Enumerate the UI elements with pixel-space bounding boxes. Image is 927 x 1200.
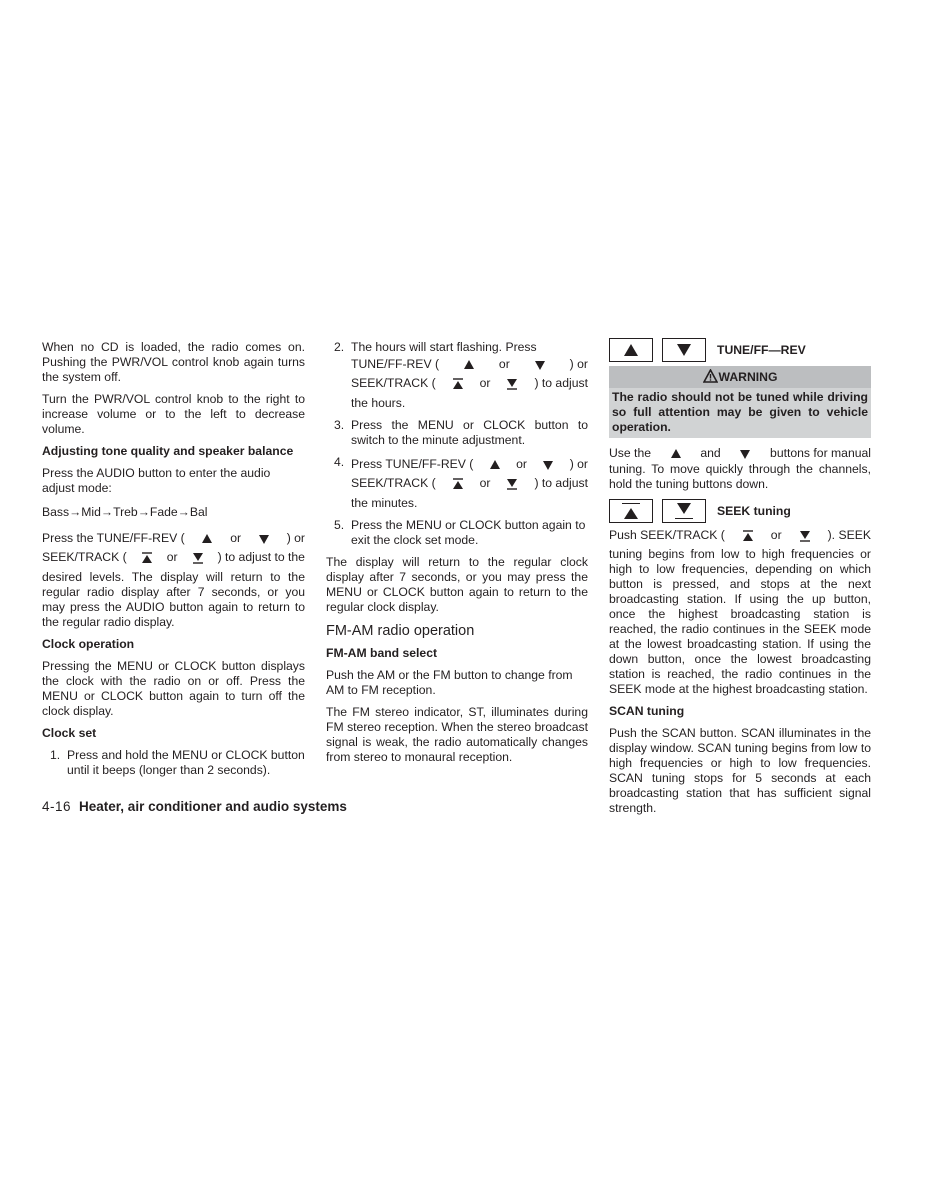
right-column bbox=[609, 340, 871, 823]
text-row bbox=[351, 474, 588, 493]
warning-header bbox=[609, 366, 871, 388]
text: ) to adjust bbox=[534, 376, 588, 390]
tune-header bbox=[609, 338, 871, 362]
text: ) to adjust to the bbox=[217, 550, 305, 564]
text: SEEK/TRACK ( bbox=[42, 550, 127, 564]
list-text: Press the MENU or CLOCK button to switch to the minute adjustment. bbox=[351, 418, 588, 447]
middle-column bbox=[326, 340, 588, 772]
text-row bbox=[609, 527, 871, 544]
tune-down-button-icon bbox=[662, 338, 706, 362]
paragraph: tuning. To move quickly through the channels, hold the tuning buttons down. bbox=[609, 462, 871, 491]
seek-down-icon bbox=[505, 377, 519, 391]
tune-up-button-icon bbox=[609, 338, 653, 362]
text: SEEK/TRACK ( bbox=[351, 376, 436, 390]
seek-header bbox=[609, 499, 871, 523]
text: or bbox=[516, 457, 527, 471]
warning-icon bbox=[703, 368, 718, 390]
list-item bbox=[42, 748, 305, 778]
list-text: Press and hold the MENU or CLOCK button until it beeps (longer than 2 seconds). bbox=[67, 748, 305, 777]
list-text: The hours will start flashing. Press bbox=[351, 340, 537, 354]
warning-text: The radio should not be tuned while driving so full attention may be given to vehicle operation. bbox=[609, 388, 871, 438]
text: buttons for manual bbox=[770, 446, 871, 460]
seek-up-icon bbox=[140, 551, 154, 565]
text: or bbox=[770, 528, 782, 542]
text-row bbox=[351, 355, 588, 374]
seek-up-icon bbox=[451, 477, 465, 491]
list-text: Press the MENU or CLOCK button again to exit the clock set mode. bbox=[351, 518, 586, 547]
up-arrow-icon bbox=[462, 358, 476, 372]
up-arrow-icon bbox=[669, 447, 683, 461]
list-item bbox=[326, 455, 588, 511]
down-arrow-icon bbox=[257, 532, 271, 546]
section-heading: FM-AM band select bbox=[326, 646, 438, 660]
text: ) or bbox=[569, 457, 588, 471]
paragraph: Press the AUDIO button to enter the audio adjust mode: bbox=[42, 466, 271, 495]
list-item bbox=[326, 418, 588, 448]
paragraph: The FM stereo indicator, ST, illuminates during FM stereo reception. When the stereo broadcast signal is weak, the radio automatically changes from stereo to monaural reception. bbox=[326, 705, 588, 764]
paragraph: When no CD is loaded, the radio comes on. Pushing the PWR/VOL control knob again turns the system off. bbox=[42, 340, 305, 384]
list-number: 2. bbox=[334, 340, 345, 354]
paragraph: tuning begins from low to high frequencies or high to low frequencies, depending on which button is pressed, and stops at the next broadcasting station. If using the up button, once the highest broadcasting station is reached, the radio continues in the SEEK mode at the lowest broadcasting station. If using the down button, once the lowest broadcasting station is reached, the radio continues in the SEEK mode at the highest broadcasting station. bbox=[609, 547, 871, 696]
seek-up-button-icon bbox=[609, 499, 653, 523]
page-footer bbox=[42, 799, 347, 814]
text-row bbox=[351, 374, 588, 393]
text-row bbox=[42, 548, 305, 567]
text: SEEK/TRACK ( bbox=[351, 476, 436, 490]
up-arrow-icon bbox=[488, 458, 502, 472]
left-column bbox=[42, 340, 305, 785]
adjust-sequence: Bass→Mid→Treb→Fade→Bal bbox=[42, 505, 208, 519]
text-row bbox=[609, 445, 871, 462]
text: ) or bbox=[569, 357, 588, 371]
section-title: FM-AM radio operation bbox=[326, 623, 475, 639]
section-heading: Clock operation bbox=[42, 637, 135, 651]
paragraph: The display will return to the regular clock display after 7 seconds, or you may press the MENU or CLOCK button again to return to the regular clock display. bbox=[326, 555, 588, 614]
text: and bbox=[700, 446, 721, 460]
list-item bbox=[326, 518, 588, 548]
list-number: 4. bbox=[334, 455, 345, 469]
text: ). SEEK bbox=[827, 528, 871, 542]
seek-up-icon bbox=[741, 529, 755, 543]
paragraph: Push the AM or the FM button to change from AM to FM reception. bbox=[326, 668, 573, 697]
list-item bbox=[326, 340, 588, 411]
list-number: 3. bbox=[334, 418, 345, 432]
text: or bbox=[498, 357, 510, 371]
text: or bbox=[166, 550, 178, 564]
seek-down-button-icon bbox=[662, 499, 706, 523]
text: or bbox=[479, 476, 491, 490]
text: or bbox=[479, 376, 491, 390]
up-arrow-icon bbox=[200, 532, 214, 546]
paragraph: desired levels. The display will return to the regular radio display after 7 seconds, or you may press the AUDIO button again to return to the regular radio display. bbox=[42, 570, 305, 629]
down-arrow-icon bbox=[533, 358, 547, 372]
list-number: 1. bbox=[50, 748, 61, 762]
down-arrow-icon bbox=[738, 447, 752, 461]
warning-title: WARNING bbox=[718, 370, 778, 384]
section-heading: Adjusting tone quality and speaker balance bbox=[42, 444, 294, 458]
seek-down-icon bbox=[191, 551, 205, 565]
page-number: 4-16 bbox=[42, 799, 72, 814]
section-heading: Clock set bbox=[42, 726, 97, 740]
text-row bbox=[351, 455, 588, 474]
text-row bbox=[42, 529, 305, 548]
text: Push SEEK/TRACK ( bbox=[609, 528, 725, 542]
seek-down-icon bbox=[798, 529, 812, 543]
list-text: the hours. bbox=[351, 396, 406, 410]
text: ) or bbox=[286, 531, 305, 545]
text: Use the bbox=[609, 446, 652, 460]
tune-label: TUNE/FF—REV bbox=[717, 342, 806, 357]
paragraph: Pressing the MENU or CLOCK button displays the clock with the radio on or off. Press the MENU or CLOCK button again to turn off the clock display. bbox=[42, 659, 305, 718]
paragraph: Push the SCAN button. SCAN illuminates in the display window. SCAN tuning begins from low to high frequencies or high to low frequencies. SCAN tuning stops for 5 seconds at each broadcasting station that has sufficient signal strength. bbox=[609, 726, 871, 815]
list-text: the minutes. bbox=[351, 496, 418, 510]
down-arrow-icon bbox=[541, 458, 555, 472]
seek-down-icon bbox=[505, 477, 519, 491]
text: ) to adjust bbox=[534, 476, 588, 490]
text: Press TUNE/FF-REV ( bbox=[351, 457, 474, 471]
text: or bbox=[230, 531, 242, 545]
list-number: 5. bbox=[334, 518, 345, 532]
chapter-title: Heater, air conditioner and audio systems bbox=[79, 799, 347, 814]
text: Press the TUNE/FF-REV ( bbox=[42, 531, 185, 545]
section-heading: SCAN tuning bbox=[609, 704, 685, 718]
text: TUNE/FF-REV ( bbox=[351, 357, 440, 371]
seek-label: SEEK tuning bbox=[717, 503, 791, 518]
paragraph: Turn the PWR/VOL control knob to the right to increase volume or to the left to decrease volume. bbox=[42, 392, 305, 436]
seek-up-icon bbox=[451, 377, 465, 391]
